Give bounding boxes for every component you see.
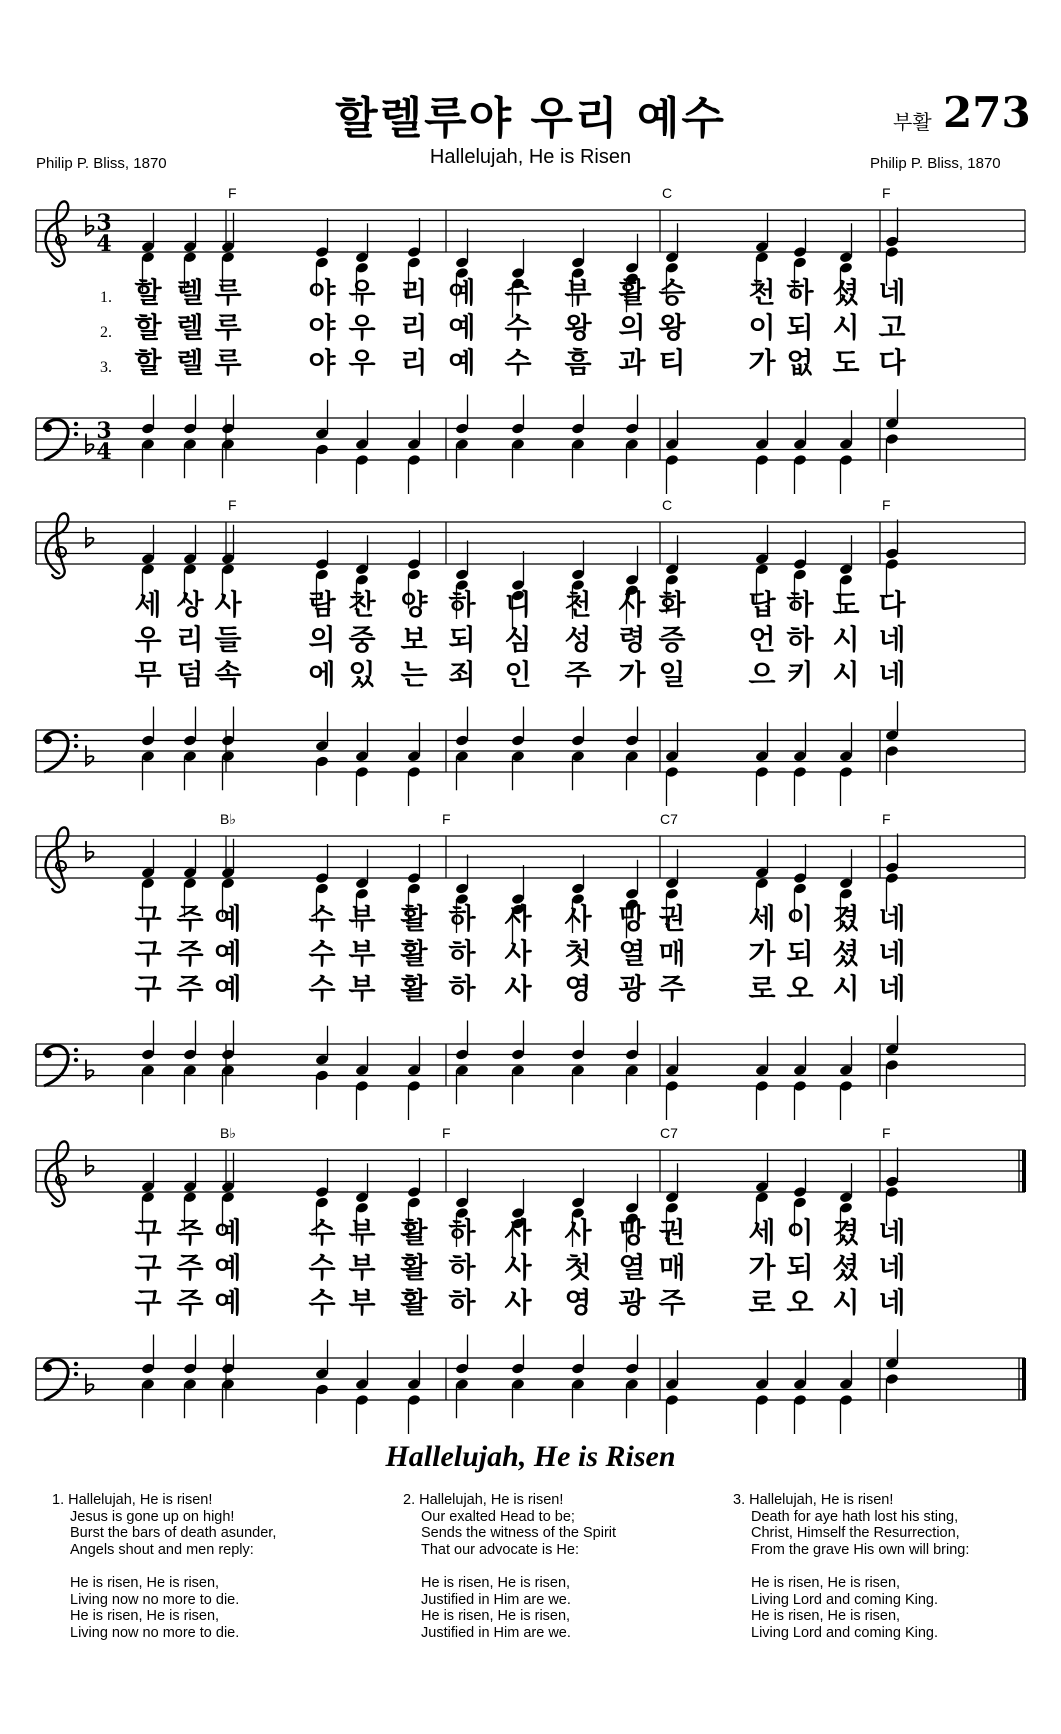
lyric-syllable: 가: [748, 346, 776, 379]
verse-number: 3.: [100, 359, 112, 376]
lyric-syllable: 겼: [832, 1216, 860, 1249]
lyric-syllable: 사: [504, 1216, 532, 1249]
music-credit: Philip P. Bliss, 1870: [870, 155, 1001, 172]
lyric-syllable: 고: [878, 311, 906, 344]
time-signature-bottom: 4: [96, 231, 112, 257]
lyric-syllable: 예: [448, 276, 476, 309]
stanza-number: 3.: [733, 1492, 746, 1508]
refrain-line: Living now no more to die.: [70, 1624, 240, 1641]
lyric-syllable: 는: [400, 658, 428, 691]
lyric-syllable: 가: [748, 1251, 776, 1284]
lyric-syllable: 영: [564, 972, 592, 1005]
lyric-syllable: 주: [564, 658, 592, 691]
lyric-syllable: 예: [214, 902, 242, 935]
chord-symbol: F: [228, 185, 237, 201]
lyric-syllable: 네: [878, 902, 906, 935]
lyric-syllable: 망: [618, 902, 646, 935]
lyric-syllable: 네: [878, 1286, 906, 1319]
lyric-syllable: 주: [176, 902, 204, 935]
refrain-line: He is risen, He is risen,: [421, 1608, 571, 1625]
lyric-syllable: 수: [308, 937, 336, 970]
chord-symbol: F: [882, 1125, 891, 1141]
chord-symbol: C: [662, 185, 673, 201]
lyric-syllable: 사: [504, 972, 532, 1005]
lyric-syllable: 활: [400, 902, 428, 935]
lyric-syllable: 네: [878, 1251, 906, 1284]
lyric-syllable: 하: [448, 1286, 476, 1319]
lyric-syllable: 키: [786, 658, 814, 691]
lyric-syllable: 없: [786, 346, 814, 379]
lyric-syllable: 리: [176, 623, 204, 656]
lyric-syllable: 로: [748, 972, 776, 1005]
lyric-syllable: 주: [176, 937, 204, 970]
lyric-syllable: 에: [308, 658, 336, 691]
lyric-syllable: 수: [504, 346, 532, 379]
time-signature-top: 3: [96, 210, 112, 236]
treble-clef-icon: [46, 513, 69, 578]
refrain-line: Living now no more to die.: [70, 1591, 240, 1608]
words-credit: Philip P. Bliss, 1870: [36, 155, 167, 172]
chord-symbol: C7: [660, 811, 678, 827]
time-signature-top: 3: [96, 418, 112, 444]
lyric-syllable: 구: [134, 1216, 162, 1249]
lyric-syllable: 권: [658, 1216, 686, 1249]
lyric-syllable: 다: [878, 588, 906, 621]
lyric-syllable: 우: [348, 346, 376, 379]
stanza-line: Jesus is gone up on high!: [70, 1508, 235, 1525]
chord-symbol: B♭: [220, 1125, 236, 1141]
lyric-syllable: 부: [564, 276, 592, 309]
lyric-syllable: 속: [214, 658, 242, 691]
bass-clef-dot-icon: [74, 744, 78, 748]
refrain-line: He is risen, He is risen,: [751, 1574, 901, 1591]
lyric-syllable: 매: [658, 1251, 686, 1284]
system-2: [36, 497, 1025, 806]
lyric-syllable: 야: [308, 276, 336, 309]
lyric-syllable: 예: [214, 1216, 242, 1249]
hymn-title: 할렐루야 우리 예수: [335, 93, 726, 144]
lyric-syllable: 구: [134, 1286, 162, 1319]
lyric-syllable: 예: [214, 937, 242, 970]
system-4: [36, 1125, 1025, 1434]
chord-symbol: F: [882, 811, 891, 827]
refrain-line: He is risen, He is risen,: [421, 1574, 571, 1591]
lyric-syllable: 리: [400, 276, 428, 309]
stanza-line: Burst the bars of death asunder,: [70, 1525, 277, 1542]
lyric-syllable: 있: [348, 658, 376, 691]
refrain-line: Justified in Him are we.: [421, 1624, 571, 1641]
lyric-syllable: 람: [308, 588, 336, 621]
refrain-line: Living Lord and coming King.: [751, 1624, 939, 1641]
lyric-syllable: 사: [618, 588, 646, 621]
bass-clef-dot-icon: [74, 1048, 78, 1052]
lyric-syllable: 부: [348, 1251, 376, 1284]
lyric-syllable: 첫: [564, 937, 592, 970]
lyric-syllable: 사: [504, 1251, 532, 1284]
lyric-syllable: 수: [308, 1251, 336, 1284]
lyric-syllable: 예: [448, 311, 476, 344]
lyric-syllable: 되: [786, 937, 814, 970]
lyric-syllable: 되: [448, 623, 476, 656]
hymn-number: 273: [943, 88, 1031, 137]
lyric-syllable: 승: [658, 276, 686, 309]
refrain-line: He is risen, He is risen,: [70, 1608, 220, 1625]
english-title: Hallelujah, He is Risen: [385, 1440, 676, 1473]
flat-sign-icon: [86, 841, 94, 861]
stanza-line: Hallelujah, He is risen!: [749, 1492, 894, 1508]
lyric-syllable: 티: [658, 346, 686, 379]
stanza-line: Sends the witness of the Spirit: [421, 1525, 617, 1542]
lyric-syllable: 하: [786, 588, 814, 621]
lyric-syllable: 구: [134, 902, 162, 935]
lyric-syllable: 사: [214, 588, 242, 621]
bass-clef-dot-icon: [74, 1372, 78, 1376]
lyric-syllable: 사: [564, 902, 592, 935]
treble-clef-icon: [46, 827, 69, 892]
lyric-syllable: 주: [176, 1251, 204, 1284]
lyric-syllable: 부: [348, 902, 376, 935]
bass-clef-dot-icon: [74, 734, 78, 738]
lyric-syllable: 셨: [832, 937, 860, 970]
lyric-syllable: 일: [658, 658, 686, 691]
flat-sign-icon: [86, 1374, 94, 1394]
chord-symbol: F: [882, 185, 891, 201]
lyric-syllable: 활: [400, 1286, 428, 1319]
lyric-syllable: 야: [308, 346, 336, 379]
lyric-syllable: 되: [786, 311, 814, 344]
lyric-syllable: 시: [832, 311, 860, 344]
stanza-line: Death for aye hath lost his sting,: [751, 1508, 959, 1525]
lyric-syllable: 증: [658, 623, 686, 656]
bass-clef-dot-icon: [74, 432, 78, 436]
stanza-line: Christ, Himself the Resurrection,: [751, 1525, 960, 1542]
lyric-syllable: 광: [618, 1286, 646, 1319]
hymn-subtitle: Hallelujah, He is Risen: [429, 146, 632, 168]
lyric-syllable: 하: [448, 902, 476, 935]
lyric-syllable: 할: [134, 346, 162, 379]
english-stanza-1: [52, 1492, 276, 1641]
bass-clef-dot-icon: [44, 736, 52, 744]
system-3: [36, 811, 1025, 1120]
lyric-syllable: 루: [214, 276, 242, 309]
lyric-syllable: 예: [214, 1286, 242, 1319]
lyric-syllable: 네: [878, 972, 906, 1005]
refrain-line: He is risen, He is risen,: [751, 1608, 901, 1625]
lyric-syllable: 이: [748, 311, 776, 344]
lyric-syllable: 셨: [832, 1251, 860, 1284]
lyric-syllable: 세: [748, 902, 776, 935]
lyric-syllable: 되: [786, 1251, 814, 1284]
chord-symbol: C: [662, 497, 673, 513]
stanza-line: That our advocate is He:: [421, 1541, 579, 1558]
lyric-syllable: 구: [134, 937, 162, 970]
lyric-syllable: 찬: [348, 588, 376, 621]
hymn-category: 부활: [893, 110, 932, 134]
lyric-syllable: 시: [832, 658, 860, 691]
lyric-syllable: 언: [748, 623, 776, 656]
lyric-syllable: 시: [832, 623, 860, 656]
lyric-syllable: 활: [400, 1251, 428, 1284]
lyric-syllable: 수: [308, 1216, 336, 1249]
lyric-syllable: 리: [400, 311, 428, 344]
lyric-syllable: 열: [618, 1251, 646, 1284]
stanza-number: 1.: [52, 1492, 65, 1508]
bass-clef-dot-icon: [44, 424, 52, 432]
lyric-syllable: 성: [564, 623, 592, 656]
lyric-syllable: 활: [400, 972, 428, 1005]
lyric-syllable: 양: [400, 588, 428, 621]
lyric-syllable: 겼: [832, 902, 860, 935]
lyric-syllable: 하: [448, 1251, 476, 1284]
refrain-line: Living Lord and coming King.: [751, 1591, 939, 1608]
flat-sign-icon: [86, 1060, 94, 1080]
lyric-syllable: 답: [748, 588, 776, 621]
lyric-syllable: 의: [308, 623, 336, 656]
lyric-syllable: 가: [618, 658, 646, 691]
lyric-syllable: 하: [786, 623, 814, 656]
chord-symbol: F: [228, 497, 237, 513]
lyric-syllable: 세: [134, 588, 162, 621]
treble-clef-icon: [46, 201, 69, 266]
lyric-syllable: 수: [504, 311, 532, 344]
verse-number: 1.: [100, 289, 112, 306]
lyric-syllable: 오: [786, 1286, 814, 1319]
lyric-syllable: 부: [348, 1216, 376, 1249]
english-stanza-3: [733, 1492, 969, 1641]
lyric-syllable: 인: [504, 658, 532, 691]
lyric-syllable: 활: [400, 1216, 428, 1249]
lyric-syllable: 영: [564, 1286, 592, 1319]
lyric-syllable: 루: [214, 311, 242, 344]
lyric-syllable: 주: [176, 1216, 204, 1249]
treble-clef-icon: [46, 1141, 69, 1206]
lyric-syllable: 령: [618, 623, 646, 656]
system-1: [36, 185, 1025, 494]
lyric-syllable: 주: [658, 972, 686, 1005]
lyric-syllable: 수: [308, 972, 336, 1005]
lyric-syllable: 활: [618, 276, 646, 309]
stanza-line: Angels shout and men reply:: [70, 1541, 254, 1558]
lyric-syllable: 죄: [448, 658, 476, 691]
lyric-syllable: 루: [214, 346, 242, 379]
lyric-syllable: 예: [448, 346, 476, 379]
lyric-syllable: 하: [786, 276, 814, 309]
lyric-syllable: 주: [658, 1286, 686, 1319]
lyric-syllable: 활: [400, 937, 428, 970]
lyric-syllable: 부: [348, 1286, 376, 1319]
flat-sign-icon: [86, 215, 94, 235]
lyric-syllable: 보: [400, 623, 428, 656]
lyric-syllable: 하: [448, 588, 476, 621]
lyric-syllable: 다: [878, 346, 906, 379]
lyric-syllable: 렐: [176, 276, 204, 309]
lyric-syllable: 구: [134, 972, 162, 1005]
lyric-syllable: 도: [832, 588, 860, 621]
lyric-syllable: 열: [618, 937, 646, 970]
lyric-syllable: 부: [348, 937, 376, 970]
flat-sign-icon: [86, 1155, 94, 1175]
lyric-syllable: 수: [308, 1286, 336, 1319]
lyric-syllable: 천: [748, 276, 776, 309]
lyric-syllable: 들: [214, 623, 242, 656]
lyric-syllable: 이: [786, 902, 814, 935]
lyric-syllable: 화: [658, 588, 686, 621]
lyric-syllable: 오: [786, 972, 814, 1005]
lyric-syllable: 상: [176, 588, 204, 621]
lyric-syllable: 구: [134, 1251, 162, 1284]
chord-symbol: F: [442, 811, 451, 827]
lyric-syllable: 천: [564, 588, 592, 621]
lyric-syllable: 렐: [176, 346, 204, 379]
stanza-number: 2.: [403, 1492, 416, 1508]
bass-clef-dot-icon: [74, 422, 78, 426]
lyric-syllable: 할: [134, 311, 162, 344]
lyric-syllable: 첫: [564, 1251, 592, 1284]
lyric-syllable: 의: [618, 311, 646, 344]
lyric-syllable: 세: [748, 1216, 776, 1249]
lyric-syllable: 수: [504, 276, 532, 309]
bass-clef-dot-icon: [74, 1362, 78, 1366]
lyric-syllable: 권: [658, 902, 686, 935]
lyric-syllable: 덤: [176, 658, 204, 691]
lyric-syllable: 수: [308, 902, 336, 935]
lyric-syllable: 심: [504, 623, 532, 656]
lyric-syllable: 네: [878, 276, 906, 309]
lyric-syllable: 하: [448, 972, 476, 1005]
lyric-syllable: 네: [878, 658, 906, 691]
lyric-syllable: 망: [618, 1216, 646, 1249]
lyric-syllable: 중: [348, 623, 376, 656]
lyric-syllable: 무: [134, 658, 162, 691]
lyric-syllable: 도: [832, 346, 860, 379]
lyric-syllable: 이: [786, 1216, 814, 1249]
chord-symbol: B♭: [220, 811, 236, 827]
lyric-syllable: 사: [564, 1216, 592, 1249]
lyric-syllable: 매: [658, 937, 686, 970]
lyric-syllable: 시: [832, 972, 860, 1005]
lyric-syllable: 셨: [832, 276, 860, 309]
stanza-line: Hallelujah, He is risen!: [68, 1492, 213, 1508]
flat-sign-icon: [86, 434, 94, 454]
lyric-syllable: 하: [448, 937, 476, 970]
lyric-syllable: 하: [448, 1216, 476, 1249]
lyric-syllable: 리: [400, 346, 428, 379]
lyric-syllable: 주: [176, 1286, 204, 1319]
lyric-syllable: 야: [308, 311, 336, 344]
lyric-syllable: 흠: [564, 346, 592, 379]
chord-symbol: C7: [660, 1125, 678, 1141]
flat-sign-icon: [86, 527, 94, 547]
lyric-syllable: 시: [832, 1286, 860, 1319]
lyric-syllable: 사: [504, 1286, 532, 1319]
lyric-syllable: 렐: [176, 311, 204, 344]
lyric-syllable: 네: [878, 1216, 906, 1249]
lyric-syllable: 부: [348, 972, 376, 1005]
stanza-line: Our exalted Head to be;: [421, 1508, 575, 1525]
lyric-syllable: 예: [214, 972, 242, 1005]
lyric-syllable: 사: [504, 937, 532, 970]
lyric-syllable: 우: [348, 276, 376, 309]
lyric-syllable: 주: [176, 972, 204, 1005]
chord-symbol: F: [882, 497, 891, 513]
lyric-syllable: 네: [878, 623, 906, 656]
lyric-syllable: 로: [748, 1286, 776, 1319]
lyric-syllable: 우: [348, 311, 376, 344]
lyric-syllable: 으: [748, 658, 776, 691]
lyric-syllable: 우: [134, 623, 162, 656]
lyric-syllable: 왕: [564, 311, 592, 344]
bass-clef-dot-icon: [44, 1364, 52, 1372]
refrain-line: Justified in Him are we.: [421, 1591, 571, 1608]
lyric-syllable: 할: [134, 276, 162, 309]
stanza-line: From the grave His own will bring:: [751, 1541, 970, 1558]
flat-sign-icon: [86, 746, 94, 766]
lyric-syllable: 광: [618, 972, 646, 1005]
chord-symbol: F: [442, 1125, 451, 1141]
lyric-syllable: 왕: [658, 311, 686, 344]
lyric-syllable: 가: [748, 937, 776, 970]
refrain-line: He is risen, He is risen,: [70, 1574, 220, 1591]
lyric-syllable: 네: [878, 937, 906, 970]
lyric-syllable: 과: [618, 346, 646, 379]
english-stanza-2: [403, 1492, 616, 1641]
verse-number: 2.: [100, 324, 112, 341]
time-signature-bottom: 4: [96, 439, 112, 465]
lyric-syllable: 니: [504, 588, 532, 621]
lyric-syllable: 예: [214, 1251, 242, 1284]
bass-clef-dot-icon: [74, 1058, 78, 1062]
bass-clef-dot-icon: [44, 1050, 52, 1058]
lyric-syllable: 사: [504, 902, 532, 935]
stanza-line: Hallelujah, He is risen!: [419, 1492, 564, 1508]
